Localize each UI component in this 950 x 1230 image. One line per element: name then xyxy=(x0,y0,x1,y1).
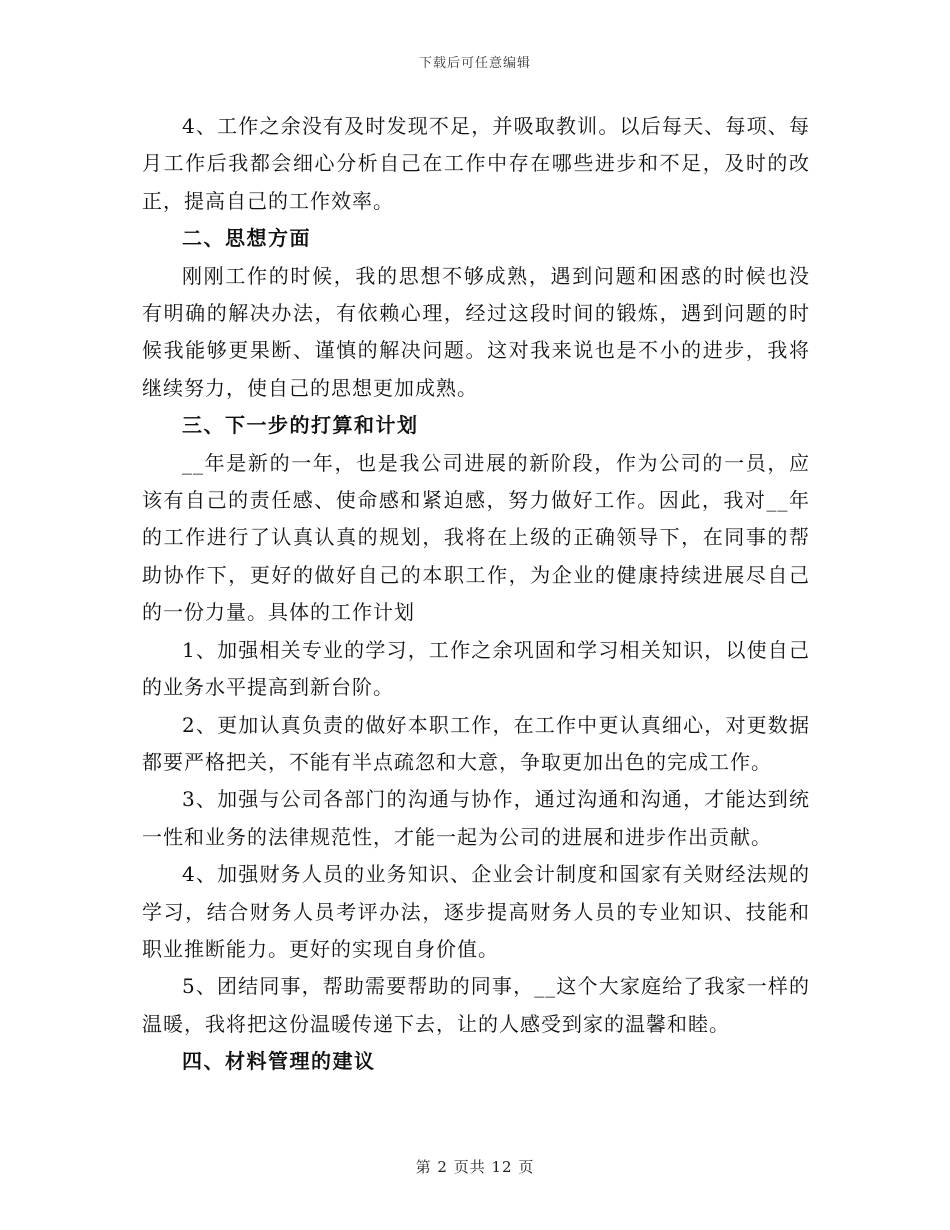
section-heading-materials: 四、材料管理的建议 xyxy=(182,1049,376,1074)
page-header: 下载后可任意编辑 xyxy=(418,56,531,71)
page-number-footer: 第 2 页共 12 页 xyxy=(415,1158,535,1176)
section-heading-thought: 二、思想方面 xyxy=(182,226,311,251)
paragraph-plan-item-1: 1、加强相关专业的学习，工作之余巩固和学习相关知识，以使自己的业务水平提高到新台阶。 xyxy=(142,637,810,700)
paragraph-thought: 刚刚工作的时候，我的思想不够成熟，遇到问题和困惑的时候也没有明确的解决办法，有依赖心理，经过这段时间的锻炼，遇到问题的时候我能够更果断、谨慎的解决问题。这对我来说也是不小的进步，我将继续努力，使自己的思想更加成熟。 xyxy=(142,263,810,400)
section-heading-plan: 三、下一步的打算和计划 xyxy=(182,413,419,438)
paragraph-plan-item-4: 4、加强财务人员的业务知识、企业会计制度和国家有关财经法规的学习，结合财务人员考评办法，逐步提高财务人员的专业知识、技能和职业推断能力。更好的实现自身价值。 xyxy=(142,862,810,961)
paragraph-plan-item-3: 3、加强与公司各部门的沟通与协作，通过沟通和沟通，才能达到统一性和业务的法律规范性，才能一起为公司的进展和进步作出贡献。 xyxy=(142,787,810,849)
paragraph-plan-item-5: 5、团结同事，帮助需要帮助的同事，__这个大家庭给了我家一样的温暖，我将把这份温暖传递下去，让的人感受到家的温馨和睦。 xyxy=(142,974,810,1036)
document-body xyxy=(142,108,810,1081)
paragraph-item-4-review: 4、工作之余没有及时发现不足，并吸取教训。以后每天、每项、每月工作后我都会细心分析自己在工作中存在哪些进步和不足，及时的改正，提高自己的工作效率。 xyxy=(142,114,810,213)
paragraph-plan-item-2: 2、更加认真负责的做好本职工作，在工作中更认真细心，对更数据都要严格把关，不能有半点疏忽和大意，争取更加出色的完成工作。 xyxy=(142,712,810,774)
paragraph-plan-intro: __年是新的一年，也是我公司进展的新阶段，作为公司的一员，应该有自己的责任感、使命感和紧迫感，努力做好工作。因此，我对__年的工作进行了认真认真的规划，我将在上级的正确领导下，在同事的帮助协作下，更好的做好自己的本职工作，为企业的健康持续进展尽自己的一份力量。具体的工作计划 xyxy=(142,450,810,625)
